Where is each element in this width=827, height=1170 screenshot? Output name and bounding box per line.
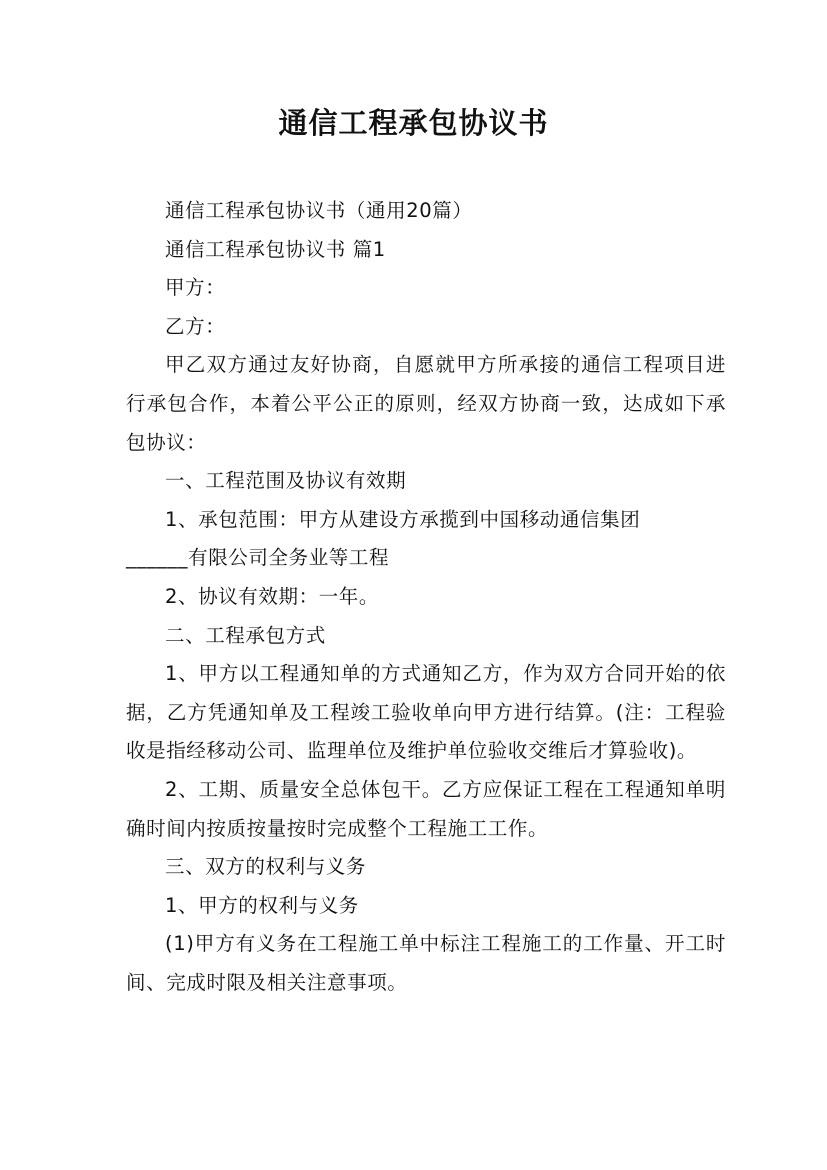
paragraph-rights-item-1: (1)甲方有义务在工程施工单中标注工程施工的工作量、开工时间、完成时限及相关注意事项。 (126, 932, 726, 994)
paragraph-section-heading: 通信工程承包协议书 篇1 (165, 237, 386, 261)
paragraph-rights-party-a: 1、甲方的权利与义务 (165, 893, 359, 917)
paragraph-heading-scope: 一、工程范围及协议有效期 (165, 469, 407, 493)
paragraph-validity: 2、协议有效期：一年。 (165, 584, 380, 608)
paragraph-scope-1-continued: ______有限公司全务业等工程 (126, 546, 390, 570)
paragraph-party-b: 乙方： (165, 314, 226, 338)
paragraph-method-1: 1、甲方以工程通知单的方式通知乙方，作为双方合同开始的依据，乙方凭通知单及工程竣工验收单向甲方进行结算。(注：工程验收是指经移动公司、监理单位及维护单位验收交维后才算验收)。 (126, 662, 726, 763)
paragraph-scope-1: 1、承包范围：甲方从建设方承揽到中国移动通信集团 (165, 507, 641, 531)
paragraph-heading-rights: 三、双方的权利与义务 (165, 855, 367, 879)
paragraph-party-a: 甲方： (165, 276, 226, 300)
paragraph-heading-method: 二、工程承包方式 (165, 623, 326, 647)
paragraph-subtitle: 通信工程承包协议书（通用20篇） (165, 199, 473, 222)
document-title: 通信工程承包协议书 (278, 106, 549, 140)
paragraph-method-2: 2、工期、质量安全总体包干。乙方应保证工程在工程通知单明确时间内按质按量按时完成整个工程施工工作。 (126, 777, 726, 840)
document-body (126, 192, 726, 1002)
paragraph-preamble: 甲乙双方通过友好协商，自愿就甲方所承接的通信工程项目进行承包合作，本着公平公正的原则，经双方协商一致，达成如下承包协议： (126, 353, 726, 454)
